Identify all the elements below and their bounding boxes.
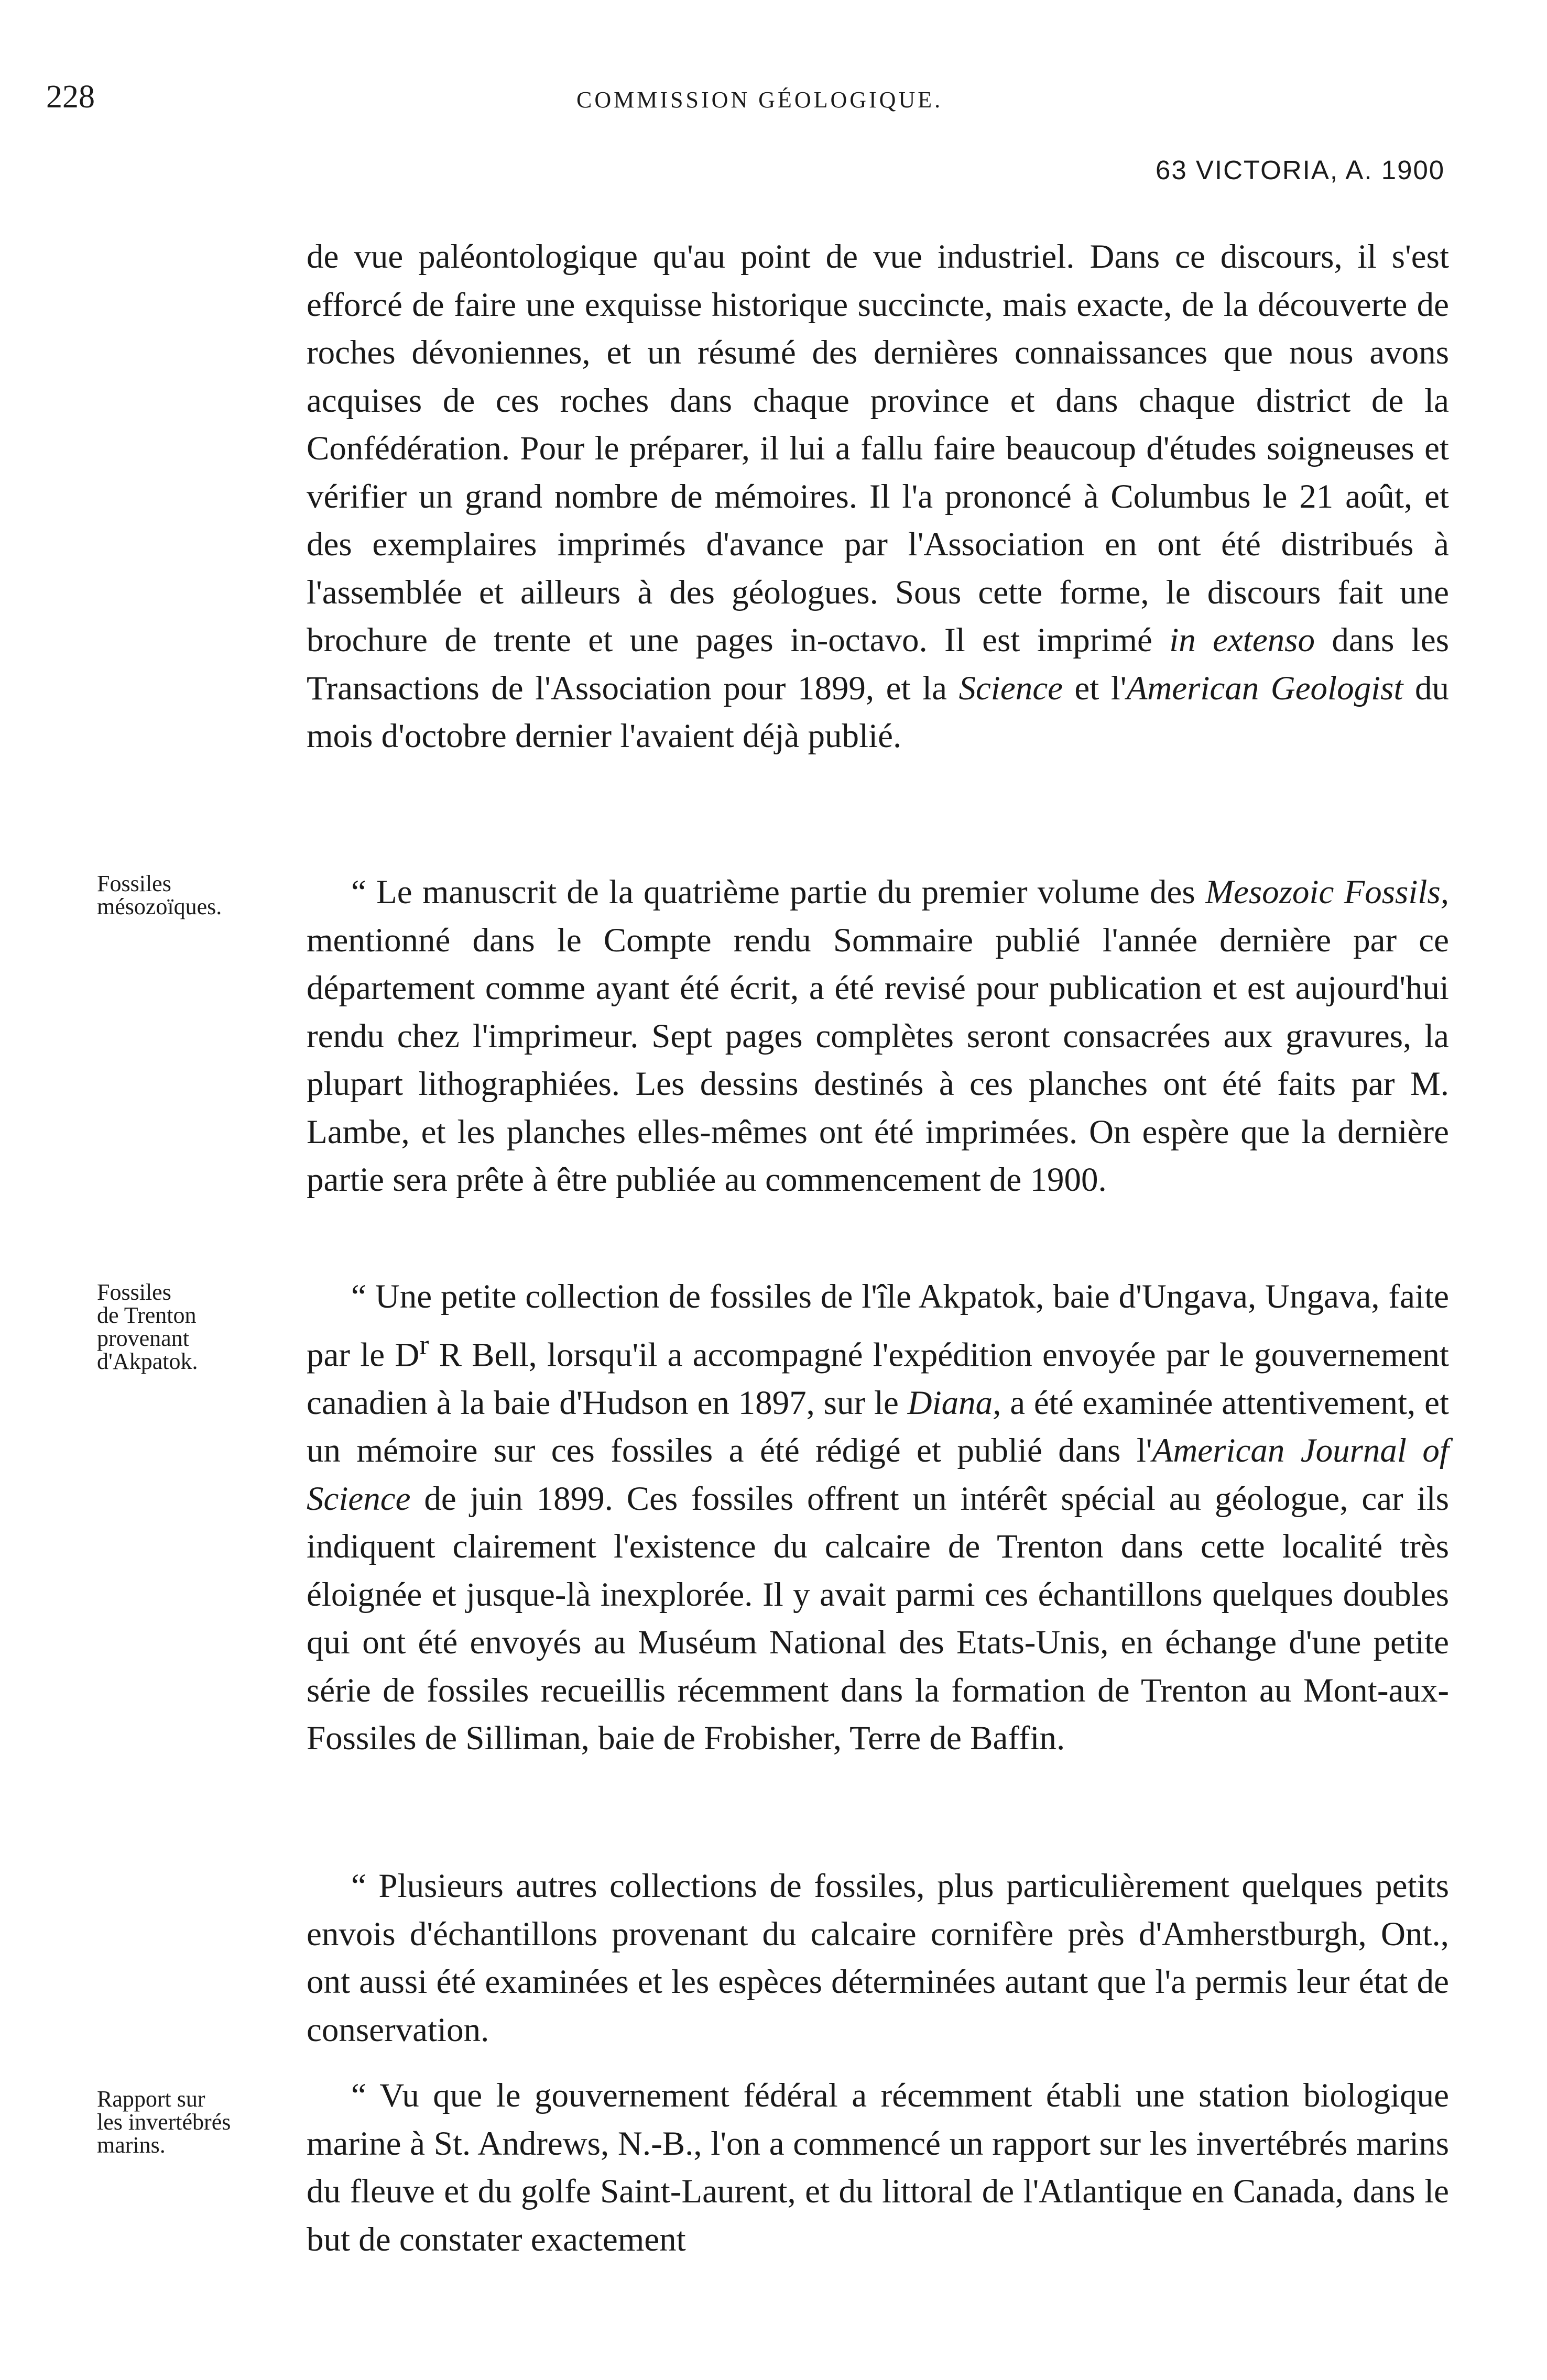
margin-note-line: marins. xyxy=(97,2132,166,2158)
paragraph-5-text-a: “ Vu que le gouvernement fédéral a récemment établi une station biologique marine à St. Andrews, N.-B., l'on a commencé un rapport sur les invertébrés marins du fleuve et du golfe Saint-Laurent, et du littoral de l'Atlantique en Canada, dans le but de constater exactement xyxy=(307,2077,1449,2258)
paragraph-3 xyxy=(307,1273,1449,1763)
paragraph-1-text-e: et l' xyxy=(1074,669,1127,707)
margin-note-line: provenant xyxy=(97,1325,189,1351)
margin-note-trenton xyxy=(97,1281,307,1373)
paragraph-3-text-d: a été examinée attentivement, et un mémoire sur ces fossiles a été rédigé et publié dans l' xyxy=(307,1384,1449,1470)
paragraph-1-text-c: dans les Transactions de l'Association pour 1899, et la xyxy=(307,621,1449,707)
paragraph-1 xyxy=(307,233,1449,761)
paragraph-1-italic-american-geologist: American Geologist xyxy=(1126,669,1403,707)
margin-note-line: Fossiles xyxy=(97,871,171,896)
paragraph-3-text-b: R Bell, lorsqu'il a accompagné l'expédition envoyée par le gouvernement canadien à la baie d'Hudson en 1897, sur le xyxy=(307,1336,1449,1422)
paragraph-4 xyxy=(307,1862,1449,2054)
margin-note-line: d'Akpatok. xyxy=(97,1348,198,1374)
margin-note-line: Rapport sur xyxy=(97,2086,205,2112)
paragraph-2-text-c: mentionné dans le Compte rendu Sommaire publié l'année dernière par ce département comme ayant été écrit, a été revisé pour publication et est aujourd'hui rendu chez l'imprimeur. Sept pages complètes seront consacrées aux gravures, la plupart lithographiées. Les dessins destinés à ces planches ont été faits par M. Lambe, et les planches elles-mêmes ont été imprimées. On espère que la dernière partie sera prête à être publiée au commencement de 1900. xyxy=(307,921,1449,1199)
paragraph-3-text-a: “ Une petite collection de fossiles de l'île Akpatok, baie d'Ungava, Ungava, faite par le D xyxy=(307,1278,1449,1374)
margin-note-line: Fossiles xyxy=(97,1279,171,1305)
paragraph-3-text-f: de juin 1899. Ces fossiles offrent un intérêt spécial au géologue, car ils indiquent clairement l'existence du calcaire de Trenton dans cette localité très éloignée et jusque-là inexplorée. Il y avait parmi ces échantillons quelques doubles qui ont été envoyés au Muséum National des Etats-Unis, en échange d'une petite série de fossiles recueillis récemment dans la formation de Trenton au Mont-aux-Fossiles de Silliman, baie de Frobisher, Terre de Baffin. xyxy=(307,1479,1449,1758)
paragraph-2-text-a: “ Le manuscrit de la quatrième partie du premier volume des xyxy=(351,873,1195,911)
paragraph-3-italic-american-journal: American Journal of Science xyxy=(307,1432,1449,1518)
paragraph-1-italic-in-extenso: in extenso xyxy=(1169,621,1315,659)
paragraph-4-text-a: “ Plusieurs autres collections de fossiles, plus particulièrement quelques petits envois d'échantillons provenant du calcaire cornifère près d'Amherstburgh, Ont., ont aussi été examinées et les espèces déterminées autant que l'a permis leur état de conservation. xyxy=(307,1867,1449,2049)
margin-note-mesozoic xyxy=(97,872,307,918)
paragraph-2-italic-mesozoic-fossils: Mesozoic Fossils, xyxy=(1205,873,1450,911)
margin-note-line: les invertébrés xyxy=(97,2109,231,2135)
running-head: COMMISSION GÉOLOGIQUE. xyxy=(576,87,943,113)
paragraph-5 xyxy=(307,2072,1449,2264)
margin-note-rapport xyxy=(97,2088,307,2157)
paragraph-3-superscript: r xyxy=(419,1329,429,1361)
paragraph-1-text-g: du mois d'octobre dernier l'avaient déjà publié. xyxy=(307,669,1450,755)
session-label: 63 VICTORIA, A. 1900 xyxy=(1156,155,1445,185)
page-number: 228 xyxy=(46,79,95,115)
paragraph-1-italic-science: Science xyxy=(958,669,1063,707)
paragraph-1-text-a: de vue paléontologique qu'au point de vue industriel. Dans ce discours, il s'est efforcé de faire une exquisse historique succincte, mais exacte, de la découverte de roches dévoniennes, et un résumé des dernières connaissances que nous avons acquises de ces roches dans chaque province et dans chaque district de la Confédération. Pour le préparer, il lui a fallu faire beaucoup d'études soigneuses et vérifier un grand nombre de mémoires. Il l'a prononcé à Columbus le 21 août, et des exemplaires imprimés d'avance par l'Association en ont été distribués à l'assemblée et ailleurs à des géologues. Sous cette forme, le discours fait une brochure de trente et une pages in-octavo. Il est imprimé xyxy=(307,238,1449,659)
paragraph-2 xyxy=(307,869,1449,1204)
margin-note-line: mésozoïques. xyxy=(97,894,222,919)
margin-note-line: de Trenton xyxy=(97,1302,197,1328)
paragraph-3-italic-diana: Diana, xyxy=(907,1384,1001,1422)
